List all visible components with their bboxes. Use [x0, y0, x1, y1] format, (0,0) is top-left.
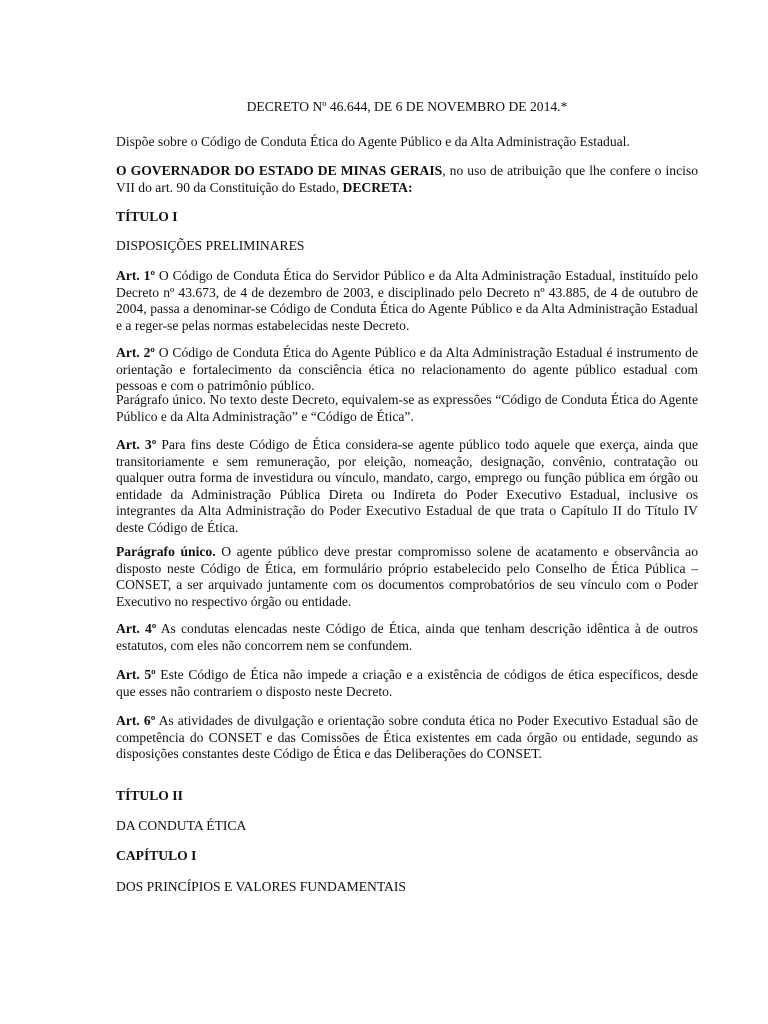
preamble-decreta: DECRETA: [342, 179, 413, 195]
article-2-paragraph: Parágrafo único. No texto deste Decreto, equivalem-se as expressões “Código de Conduta Ética do Agente Público e da Alta Administração” e “Código de Ética”. [116, 392, 698, 424]
titulo-1-heading [116, 209, 698, 226]
capitulo-1-name: DOS PRINCÍPIOS E VALORES FUNDAMENTAIS [116, 879, 406, 894]
titulo-2-name: DA CONDUTA ÉTICA [116, 818, 247, 833]
decree-preamble [116, 163, 698, 196]
article-4-text: As condutas elencadas neste Código de Ética, ainda que tenham descrição idêntica à de outros estatutos, com eles não concorrem nem se confundem. [116, 621, 698, 653]
article-3-label: Art. 3º [116, 437, 157, 452]
article-2 [116, 345, 698, 395]
titulo-1-name: DISPOSIÇÕES PRELIMINARES [116, 238, 305, 253]
article-3-text: Para fins deste Código de Ética considera-se agente público todo aquele que exerça, ainda que transitoriamente e sem remuneração, por eleição, nomeação, designação, convênio, contratação ou qualquer outra forma de investidura ou vínculo, mandato, cargo, emprego ou função pública em órgão ou entidade da Administração Pública Direta ou Indireta do Poder Executivo Estadual, inclusive os integrantes da Alta Administração do Poder Executivo Estadual de que trata o Capítulo II do Título IV deste Código de Ética. [116, 437, 699, 535]
article-1 [116, 268, 698, 334]
article-1-label: Art. 1º [116, 268, 155, 283]
article-2-label: Art. 2º [116, 345, 155, 360]
article-3-paragraph-label: Parágrafo único. [116, 544, 216, 559]
article-5-text: Este Código de Ética não impede a criação e a existência de códigos de ética específicos, desde que esses não contrariem o disposto neste Decreto. [116, 667, 698, 699]
capitulo-1-heading [116, 848, 698, 865]
article-5 [116, 667, 698, 700]
preamble-text: , no uso de atribuição que lhe confere o inciso VII do art. 90 da Constituição do Estado, [116, 163, 698, 195]
decree-title: DECRETO Nº 46.644, DE 6 DE NOVEMBRO DE 2014.* [246, 99, 568, 114]
preamble-governor: O GOVERNADOR DO ESTADO DE MINAS GERAIS [116, 163, 443, 178]
article-5-label: Art. 5º [116, 667, 156, 682]
article-3 [116, 437, 698, 537]
article-3-paragraph-text: O agente público deve prestar compromisso solene de acatamento e observância ao disposto neste Código de Ética, em formulário próprio estabelecido pelo Conselho de Ética Pública – CONSET, a ser arquivado juntamente com os documentos comprobatórios de seu vínculo com o Poder Executivo no respectivo órgão ou entidade. [116, 544, 698, 609]
article-4 [116, 621, 698, 654]
article-6-label: Art. 6º [116, 713, 156, 728]
article-6-text: As atividades de divulgação e orientação sobre conduta ética no Poder Executivo Estadual são de competência do CONSET e das Comissões de Ética existentes em cada órgão ou entidade, segundo as disposições constantes deste Código de Ética e das Deliberações do CONSET. [116, 713, 698, 762]
titulo-2-heading [116, 788, 698, 805]
capitulo-1-label: CAPÍTULO I [116, 848, 197, 863]
decree-ementa: Dispõe sobre o Código de Conduta Ética do Agente Público e da Alta Administração Estadual. [116, 134, 630, 149]
article-3-paragraph [116, 544, 698, 610]
article-6 [116, 713, 698, 763]
article-4-label: Art. 4º [116, 621, 157, 636]
titulo-1-label: TÍTULO I [116, 209, 178, 224]
titulo-2-label: TÍTULO II [116, 788, 183, 803]
article-1-text: O Código de Conduta Ética do Servidor Público e da Alta Administração Estadual, instituído pelo Decreto nº 43.673, de 4 de dezembro de 2003, e disciplinado pelo Decreto nº 43.885, de 4 de outubro de 2004, passa a denominar-se Código de Conduta Ética do Agente Público e da Alta Administração Estadual e a reger-se pelas normas estabelecidas neste Decreto. [116, 268, 699, 333]
article-2-text: O Código de Conduta Ética do Agente Público e da Alta Administração Estadual é instrumento de orientação e fortalecimento da consciência ética no relacionamento do agente público estadual com pessoas e com o patrimônio público. [116, 345, 698, 394]
